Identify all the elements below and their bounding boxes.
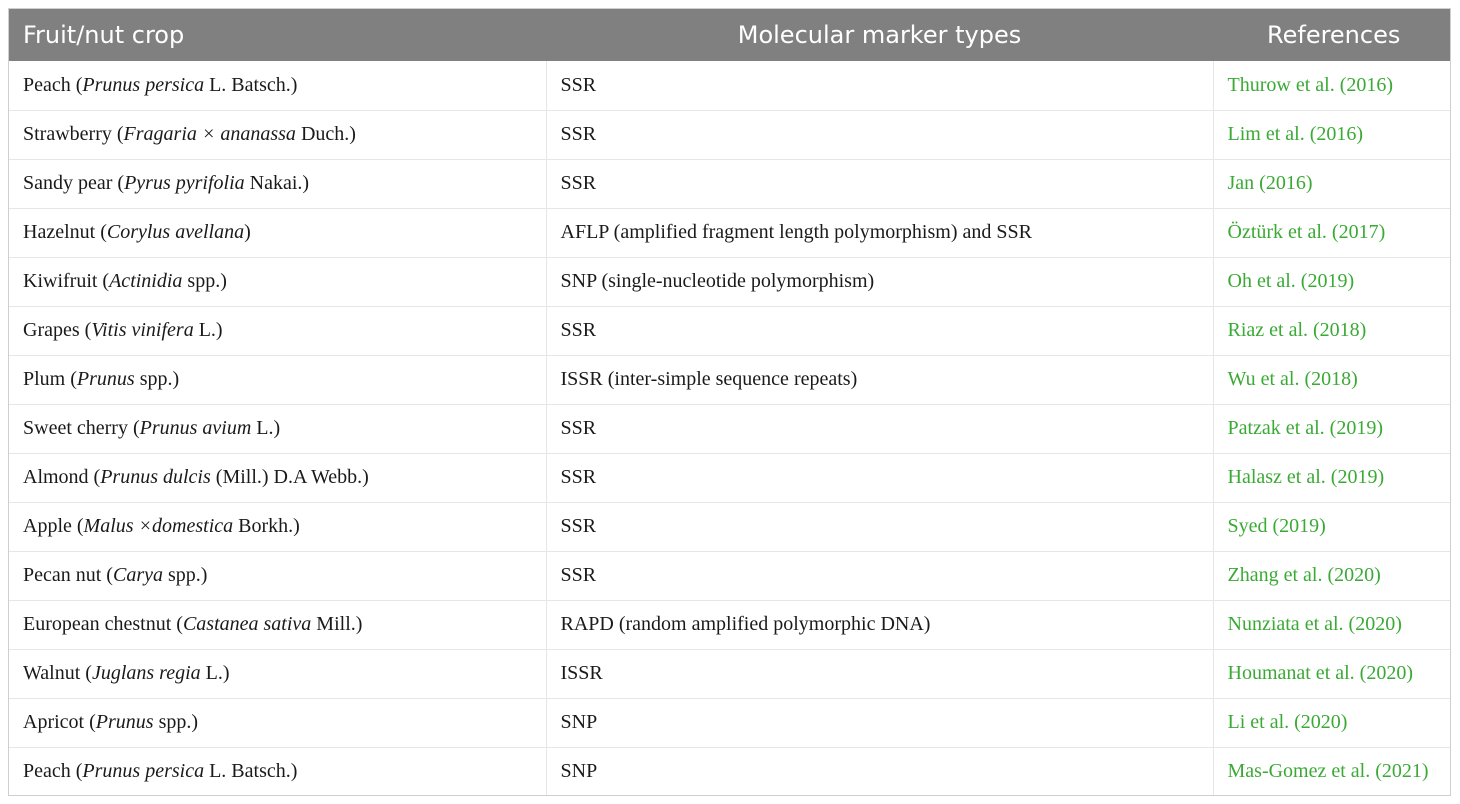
cell-marker-type: SNP — [546, 747, 1213, 796]
cell-crop — [9, 110, 546, 159]
table-row — [9, 110, 1450, 159]
reference-link[interactable]: Syed (2019) — [1213, 502, 1450, 551]
crop-authority: L. Batsch.) — [204, 760, 298, 783]
crop-common-name: Sandy pear ( — [23, 172, 125, 194]
crop-authority: Borkh.) — [233, 515, 300, 537]
cell-crop — [9, 306, 546, 355]
reference-link[interactable]: Lim et al. (2016) — [1213, 110, 1450, 159]
table-row — [9, 355, 1450, 404]
crop-authority: L.) — [200, 662, 230, 684]
marker-table — [9, 9, 1450, 796]
crop-common-name: Grapes ( — [23, 319, 92, 341]
crop-common-name: Walnut ( — [23, 662, 92, 684]
cell-crop — [9, 404, 546, 453]
crop-authority: L.) — [193, 319, 223, 341]
crop-scientific-name: Prunus avium — [139, 417, 252, 439]
cell-crop — [9, 502, 546, 551]
cell-marker-type: ISSR — [546, 649, 1213, 698]
crop-common-name: Apricot ( — [23, 711, 96, 733]
crop-common-name: Hazelnut ( — [23, 221, 107, 243]
reference-link[interactable]: Zhang et al. (2020) — [1213, 551, 1450, 600]
table-row — [9, 698, 1450, 747]
cell-crop — [9, 159, 546, 208]
crop-authority: Duch.) — [295, 123, 356, 145]
table-row — [9, 502, 1450, 551]
table-body — [9, 61, 1450, 796]
table-row — [9, 551, 1450, 600]
table-row — [9, 404, 1450, 453]
reference-link[interactable]: Li et al. (2020) — [1213, 698, 1450, 747]
crop-scientific-name: Pyrus pyrifolia — [124, 172, 245, 194]
cell-marker-type: SNP — [546, 698, 1213, 747]
crop-scientific-name: Carya — [112, 564, 163, 586]
cell-marker-type: SSR — [546, 110, 1213, 159]
crop-common-name: Apple ( — [23, 515, 84, 537]
reference-link[interactable]: Mas-Gomez et al. (2021) — [1213, 747, 1450, 796]
cell-marker-type: ISSR (inter-simple sequence repeats) — [546, 355, 1213, 404]
cell-marker-type: SSR — [546, 306, 1213, 355]
crop-common-name: Peach ( — [23, 73, 83, 96]
crop-common-name: Almond ( — [23, 466, 101, 488]
reference-link[interactable]: Thurow et al. (2016) — [1213, 61, 1450, 110]
cell-crop — [9, 257, 546, 306]
marker-table-container — [8, 8, 1451, 796]
cell-crop — [9, 747, 546, 796]
table-row — [9, 257, 1450, 306]
cell-crop — [9, 600, 546, 649]
header-marker: Molecular marker types — [737, 21, 1022, 49]
crop-common-name: Plum ( — [23, 368, 77, 390]
table-header — [9, 9, 1450, 61]
crop-scientific-name: Actinidia — [109, 270, 183, 292]
header-crop: Fruit/nut crop — [23, 21, 185, 49]
crop-scientific-name: Malus ×domestica — [83, 515, 234, 537]
cell-marker-type: SSR — [546, 159, 1213, 208]
table-row — [9, 600, 1450, 649]
crop-scientific-name: Vitis vinifera — [91, 319, 194, 341]
crop-scientific-name: Castanea sativa — [182, 613, 312, 635]
crop-common-name: Pecan nut ( — [23, 564, 113, 586]
table-row — [9, 208, 1450, 257]
reference-link[interactable]: Oh et al. (2019) — [1213, 257, 1450, 306]
table-row — [9, 61, 1450, 110]
reference-link[interactable]: Öztürk et al. (2017) — [1213, 208, 1450, 257]
reference-link[interactable]: Halasz et al. (2019) — [1213, 453, 1450, 502]
cell-crop — [9, 698, 546, 747]
crop-common-name: European chestnut ( — [23, 613, 183, 635]
crop-authority: ) — [244, 221, 251, 243]
crop-authority: (Mill.) D.A Webb.) — [210, 466, 369, 488]
crop-scientific-name: Prunus persica — [82, 760, 205, 783]
crop-scientific-name: Prunus persica — [82, 73, 205, 96]
reference-link[interactable]: Houmanat et al. (2020) — [1213, 649, 1450, 698]
cell-marker-type: SSR — [546, 551, 1213, 600]
crop-scientific-name: Prunus — [95, 711, 154, 733]
cell-crop — [9, 355, 546, 404]
crop-common-name: Kiwifruit ( — [23, 270, 110, 292]
crop-authority: spp.) — [182, 270, 227, 292]
crop-authority: L.) — [251, 417, 281, 439]
crop-scientific-name: Fragaria × ananassa — [123, 123, 296, 145]
table-row — [9, 747, 1450, 796]
cell-crop — [9, 61, 546, 110]
crop-common-name: Peach ( — [23, 760, 83, 783]
table-row — [9, 649, 1450, 698]
crop-authority: Nakai.) — [244, 172, 310, 194]
cell-crop — [9, 649, 546, 698]
reference-link[interactable]: Wu et al. (2018) — [1213, 355, 1450, 404]
table-row — [9, 453, 1450, 502]
reference-link[interactable]: Patzak et al. (2019) — [1213, 404, 1450, 453]
cell-marker-type: AFLP (amplified fragment length polymorphism) and SSR — [546, 208, 1213, 257]
cell-marker-type: SSR — [546, 61, 1213, 110]
reference-link[interactable]: Riaz et al. (2018) — [1213, 306, 1450, 355]
cell-marker-type: SNP (single-nucleotide polymorphism) — [546, 257, 1213, 306]
cell-marker-type: RAPD (random amplified polymorphic DNA) — [546, 600, 1213, 649]
cell-crop — [9, 208, 546, 257]
header-references: References — [1267, 21, 1401, 49]
crop-authority: L. Batsch.) — [204, 73, 298, 96]
crop-common-name: Strawberry ( — [23, 123, 124, 145]
crop-authority: spp.) — [162, 564, 208, 586]
crop-authority: Mill.) — [311, 613, 363, 635]
reference-link[interactable]: Jan (2016) — [1213, 159, 1450, 208]
crop-scientific-name: Prunus — [76, 368, 135, 390]
crop-scientific-name: Juglans regia — [91, 662, 201, 684]
crop-authority: spp.) — [153, 711, 199, 733]
header-row — [9, 9, 1450, 61]
cell-crop — [9, 551, 546, 600]
cell-marker-type: SSR — [546, 453, 1213, 502]
cell-crop — [9, 453, 546, 502]
crop-scientific-name: Prunus dulcis — [100, 466, 211, 488]
crop-authority: spp.) — [134, 368, 180, 390]
cell-marker-type: SSR — [546, 404, 1213, 453]
crop-common-name: Sweet cherry ( — [23, 417, 140, 439]
table-row — [9, 159, 1450, 208]
reference-link[interactable]: Nunziata et al. (2020) — [1213, 600, 1450, 649]
crop-scientific-name: Corylus avellana — [106, 221, 245, 243]
table-row — [9, 306, 1450, 355]
cell-marker-type: SSR — [546, 502, 1213, 551]
